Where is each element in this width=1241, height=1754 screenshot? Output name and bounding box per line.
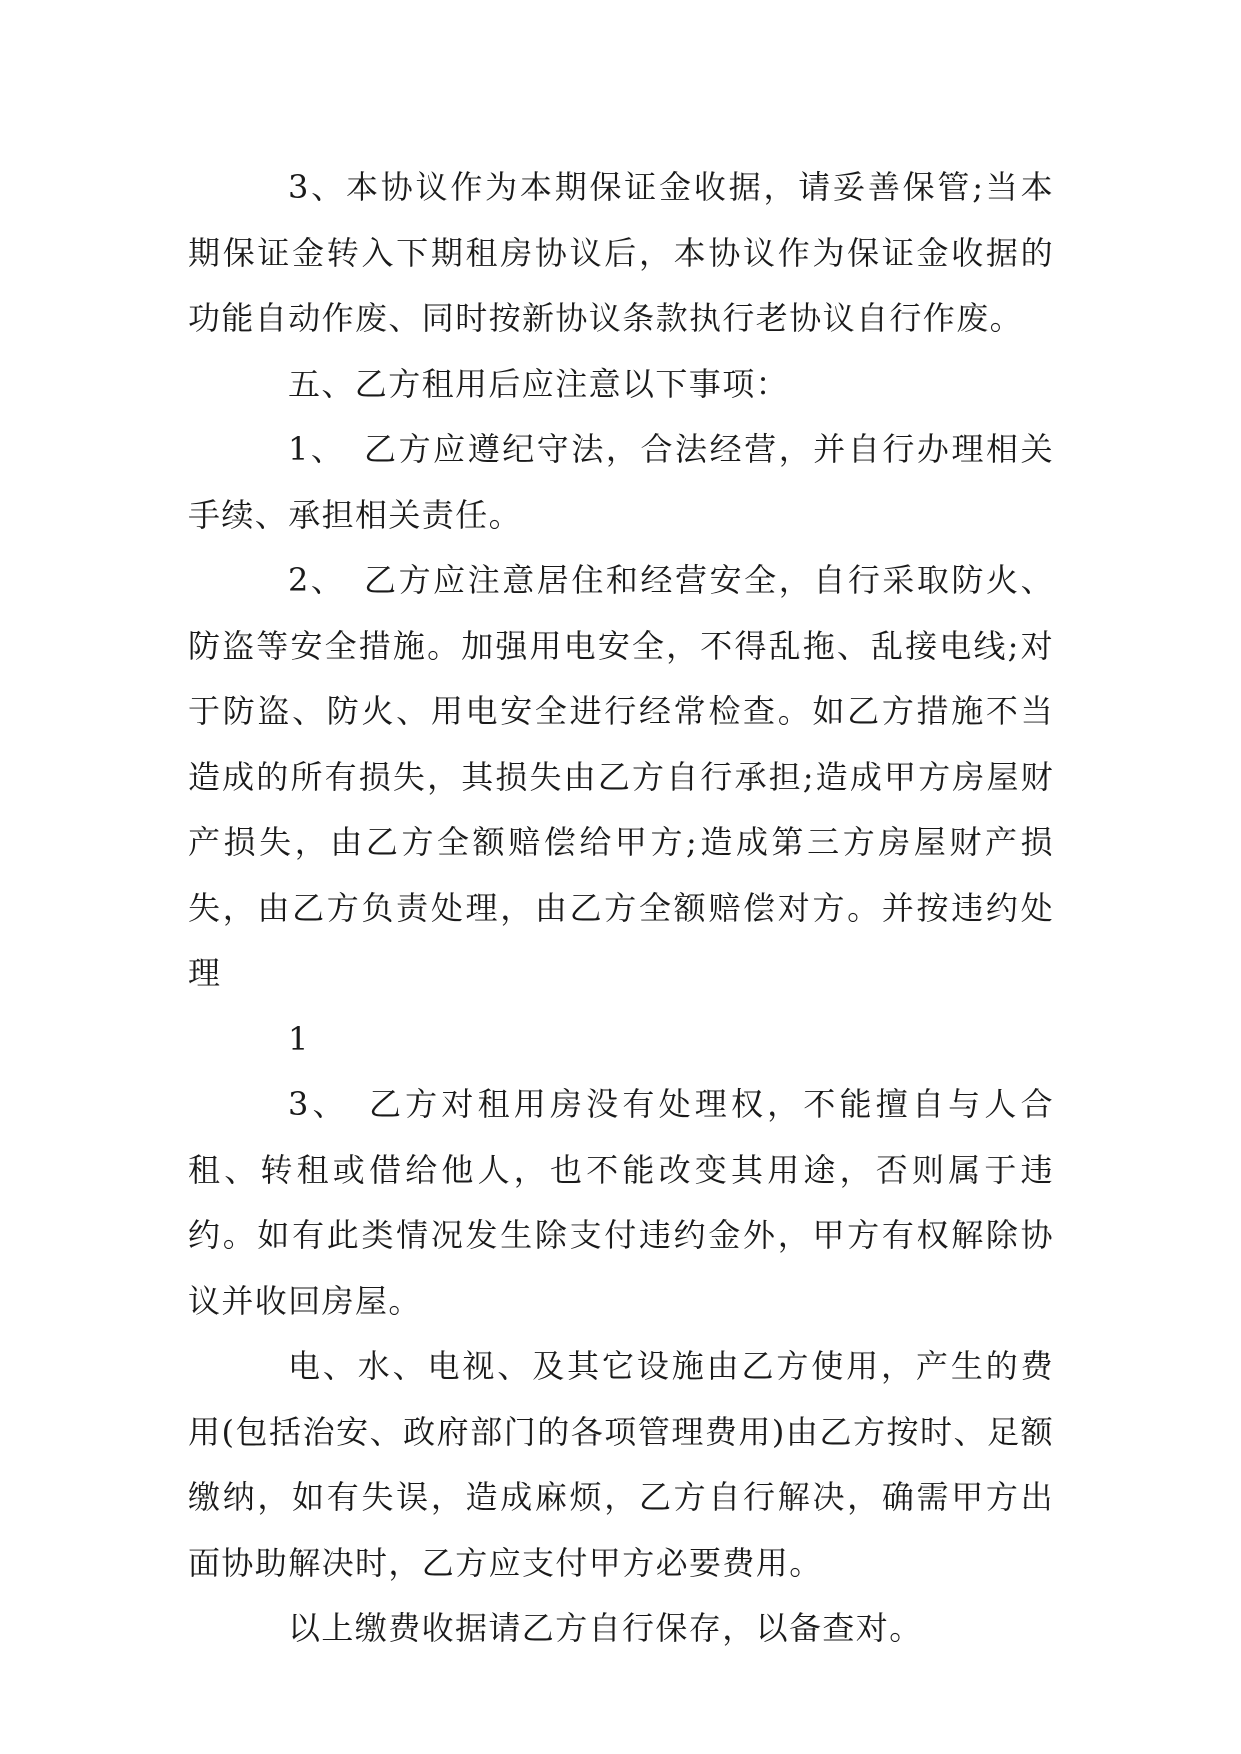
- section-heading-tenant-notes: 五、乙方租用后应注意以下事项：: [288, 364, 790, 403]
- page-number: 1: [288, 1019, 310, 1058]
- paragraph-deposit-receipt: 3、本协议作为本期保证金收据，请妥善保管;当本期保证金转入下期租房协议后，本协议作为保证金收据的功能自动作废、同时按新协议条款执行老协议自行作废。: [188, 168, 1054, 337]
- paragraph-item-3: 3、 乙方对租用房没有处理权，不能擅自与人合租、转租或借给他人，也不能改变其用途，否则属于违约。如有此类情况发生除支付违约金外，甲方有权解除协议并收回房屋。: [188, 1085, 1054, 1320]
- paragraph-item-2: 2、 乙方应注意居住和经营安全，自行采取防火、防盗等安全措施。加强用电安全，不得乱拖、乱接电线;对于防盗、防火、用电安全进行经常检查。如乙方措施不当造成的所有损失，其损失由乙方自行承担;造成甲方房屋财产损失，由乙方全额赔偿给甲方;造成第三方房屋财产损失，由乙方负责处理，由乙方全额赔偿对方。并按违约处理: [188, 561, 1054, 992]
- paragraph-utilities: 电、水、电视、及其它设施由乙方使用，产生的费用(包括治安、政府部门的各项管理费用)由乙方按时、足额缴纳，如有失误，造成麻烦，乙方自行解决，确需甲方出面协助解决时，乙方应支付甲方必要费用。: [188, 1347, 1054, 1582]
- document-body: [188, 155, 1054, 1662]
- paragraph-item-1: 1、 乙方应遵纪守法，合法经营，并自行办理相关手续、承担相关责任。: [188, 430, 1054, 534]
- paragraph-receipts: 以上缴费收据请乙方自行保存，以备查对。: [288, 1609, 923, 1647]
